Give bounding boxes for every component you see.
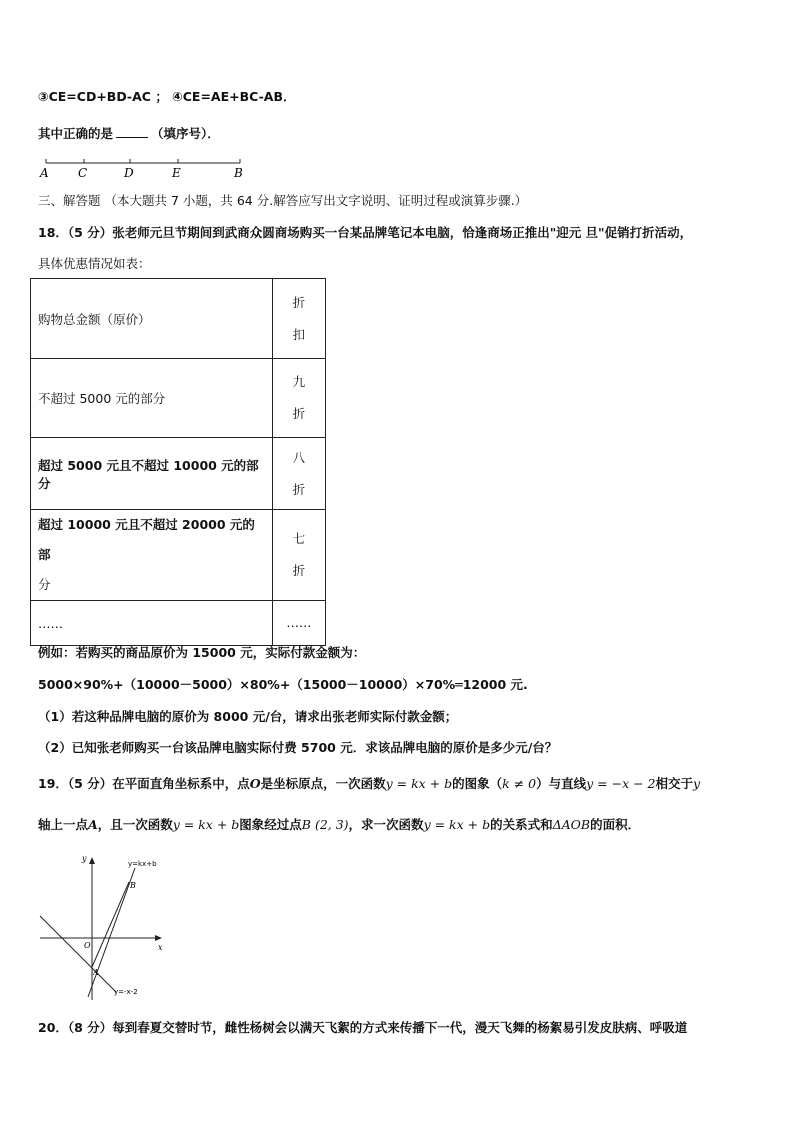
table-header-row [31, 279, 326, 359]
q19-line2 [38, 816, 640, 834]
rate-char: 折 [292, 481, 306, 497]
rate-char: 折 [292, 406, 306, 421]
label-line: 分 [38, 577, 51, 592]
label-line: 超过 10000 元且不超过 20000 元的部 [38, 517, 255, 562]
origin-label: O [84, 941, 91, 950]
label-b: B [234, 166, 243, 178]
q19-text: 是坐标原点，一次函数 [260, 776, 386, 791]
rate-char: 扣 [292, 326, 306, 342]
table-row [31, 359, 326, 438]
discount-table [30, 278, 326, 646]
math-point-b: B (2, 3) [301, 817, 349, 832]
line-y-neg-x-minus-2 [40, 916, 116, 992]
table-cell-label: …… [31, 601, 273, 646]
math-formula: y = kx + b [172, 817, 240, 832]
line-y-kx-b [88, 868, 135, 997]
q18-part2: （2）已知张老师购买一台该品牌电脑实际付费 5700 元．求该品牌电脑的原价是多少元/台？ [38, 740, 558, 755]
q17-options-line: ③CE=CD+BD-AC ； ④CE=AE+BC-AB． [38, 89, 296, 104]
math-formula: k ≠ 0 [502, 776, 537, 791]
math-y: y [693, 776, 701, 791]
math-formula: y = kx + b [423, 817, 491, 832]
table-cell-rate [272, 438, 325, 510]
q19-line1 [38, 775, 700, 793]
math-formula: y = −x − 2 [586, 776, 656, 791]
table-cell-label: 购物总金额（原价） [31, 279, 273, 359]
q19-text: 19．（5 分）在平面直角坐标系中，点 [38, 776, 250, 791]
table-cell-label: 不超过 5000 元的部分 [31, 359, 273, 438]
q20-line1: 20．（8 分）每到春夏交替时节，雌性杨树会以满天飞絮的方式来传播下一代，漫天飞舞的杨絮易引发皮肤病、呼吸道 [38, 1020, 688, 1035]
math-triangle: ΔAOB [552, 817, 591, 832]
q19-text: 的面积． [590, 817, 641, 832]
rate-char: 折 [292, 294, 306, 310]
math-o: O [249, 776, 261, 791]
q18-stem-line2: 具体优惠情况如表： [38, 256, 151, 271]
label-d: D [124, 166, 134, 178]
x-axis-label: x [158, 943, 163, 952]
rate-char: 折 [292, 563, 306, 578]
q17-answer-line [38, 125, 220, 143]
segment-ob [92, 882, 129, 967]
q19-text: ，求一次函数 [348, 817, 424, 832]
table-cell-rate [272, 359, 325, 438]
q19-text: ）与直线 [536, 776, 587, 791]
line2-label: y=-x-2 [114, 988, 138, 996]
q18-part1: （1）若这种品牌电脑的原价为 8000 元/台，请求出张老师实际付款金额； [38, 709, 458, 724]
answer-blank [116, 125, 148, 138]
rate-char: 八 [292, 449, 306, 465]
table-cell-rate [272, 279, 325, 359]
q19-text: 图象经过点 [239, 817, 302, 832]
q18-example-line2: 5000×90%+（10000－5000）×80%+（15000－10000）×70%═12000 元. [38, 677, 528, 692]
q19-text: 相交于 [655, 776, 694, 791]
table-row [31, 601, 326, 646]
coordinate-graph [38, 852, 178, 1002]
label-e: E [172, 166, 181, 178]
table-row [31, 438, 326, 510]
q18-stem-line1: 18．（5 分）张老师元旦节期间到武商众圆商场购买一台某品牌笔记本电脑，恰逢商场正推出"迎元 旦"促销打折活动， [38, 225, 693, 240]
math-formula: y = kx + b [385, 776, 453, 791]
section-3-heading: 三、解答题 （本大题共 7 小题，共 64 分.解答应写出文字说明、证明过程或演算步骤.） [38, 193, 528, 208]
table-cell-rate: …… [272, 601, 325, 646]
q19-text: 轴上一点 [38, 817, 89, 832]
table-cell-label: 超过 5000 元且不超过 10000 元的部分 [31, 438, 273, 510]
number-line-diagram [38, 156, 248, 178]
rate-char: 七 [292, 531, 306, 546]
table-row [31, 510, 326, 601]
y-axis-arrow [89, 857, 95, 864]
q19-text: 的关系式和 [490, 817, 553, 832]
x-axis-arrow [155, 935, 162, 941]
y-axis-label: y [82, 854, 87, 863]
math-a: A [88, 817, 98, 832]
q19-text: 的图象（ [452, 776, 503, 791]
label-a: A [40, 166, 49, 178]
rate-char: 九 [292, 374, 306, 389]
q17-answer-suffix: （填序号）． [151, 126, 220, 141]
label-c: C [78, 166, 88, 178]
table-cell-label [31, 510, 273, 601]
q19-text: ，且一次函数 [97, 817, 173, 832]
line1-label: y=kx+b [128, 860, 157, 868]
q18-example-line1: 例如：若购买的商品原价为 15000 元，实际付款金额为： [38, 645, 366, 660]
point-b-label: B [130, 881, 136, 890]
table-cell-rate [272, 510, 325, 601]
point-a-label: A [93, 968, 99, 977]
q17-answer-prefix: 其中正确的是 [38, 126, 114, 141]
